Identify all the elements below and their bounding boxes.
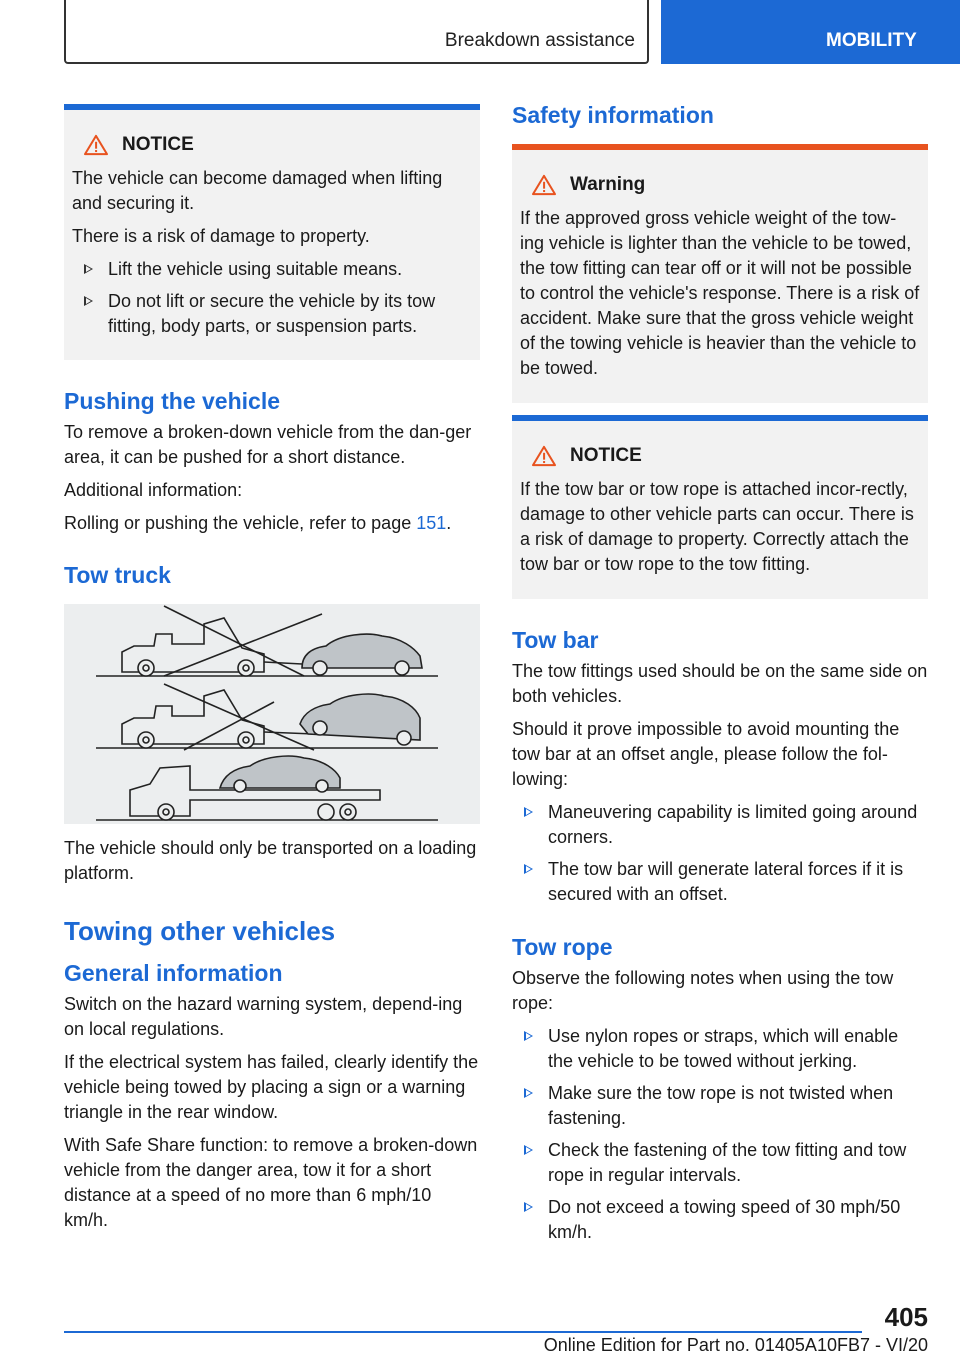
bullet-triangle-icon — [84, 296, 93, 306]
heading-tow-bar: Tow bar — [512, 627, 599, 653]
pushing-text: To remove a broken-down vehicle from the dan‐ger area, it can be pushed for a short distance. — [64, 422, 472, 467]
heading-safety-information: Safety information — [512, 102, 714, 128]
warning-triangle-icon — [530, 174, 558, 196]
warning-box — [512, 144, 928, 403]
notice-title-row — [72, 134, 472, 156]
list-item: Make sure the tow rope is not twisted when fastening. — [512, 1081, 928, 1131]
tow-truck-illustration — [64, 604, 480, 824]
notice-text: If the tow bar or tow rope is attached incor‐rectly, damage to other vehicle parts can occur. There is a risk of damage to property. Correctly attach the tow bar or tow rope to the tow fitting. — [520, 479, 914, 574]
additional-info-label: Additional information: — [64, 480, 243, 500]
bullet-triangle-icon — [524, 807, 533, 817]
heading-tow-rope: Tow rope — [512, 934, 613, 960]
notice-box — [64, 104, 480, 360]
notice-title-row — [520, 445, 920, 467]
warning-triangle-icon — [530, 445, 558, 467]
bullet-triangle-icon — [524, 1145, 533, 1155]
heading-general-information: General information — [64, 960, 283, 986]
list-item: Use nylon ropes or straps, which will enable the vehicle to be towed without jerking. — [512, 1024, 928, 1074]
notice-title: NOTICE — [122, 134, 194, 155]
heading-tow-truck: Tow truck — [64, 562, 171, 588]
tow-truck-diagram-icon — [64, 604, 480, 824]
pushing-reference: Rolling or pushing the vehicle, refer to page 151. — [64, 513, 452, 533]
bullet-triangle-icon — [524, 1031, 533, 1041]
notice-bullet-list — [72, 257, 472, 339]
list-item: Check the fastening of the tow fitting and tow rope in regular intervals. — [512, 1138, 928, 1188]
header-chapter-title: MOBILITY — [826, 30, 917, 51]
notice-text: The vehicle can become damaged when lifting and securing it. — [72, 168, 443, 213]
page-number: 405 — [884, 1302, 928, 1332]
list-item: Lift the vehicle using suitable means. — [72, 257, 472, 282]
tow-bar-bullet-list — [512, 800, 928, 907]
header-section-title: Breakdown assistance — [444, 30, 635, 51]
tow-bar-text-1: The tow fittings used should be on the same side on both vehicles. — [512, 661, 928, 706]
header-chapter-tab[interactable] — [661, 0, 960, 64]
notice-title: NOTICE — [570, 445, 642, 466]
warning-title-row — [520, 174, 920, 196]
list-item: Do not lift or secure the vehicle by its tow fitting, body parts, or suspension parts. — [72, 289, 472, 339]
list-item: Maneuvering capability is limited going around corners. — [512, 800, 928, 850]
tow-bar-text-2: Should it prove impossible to avoid mounting the tow bar at an offset angle, please follow the fol‐lowing: — [512, 719, 900, 789]
bullet-triangle-icon — [524, 1088, 533, 1098]
general-info-text-2: If the electrical system has failed, clearly identify the vehicle being towed by placing a sign or a warning triangle in the rear window. — [64, 1052, 479, 1122]
bullet-triangle-icon — [84, 264, 93, 274]
list-item: The tow bar will generate lateral forces if it is secured with an offset. — [512, 857, 928, 907]
footer-divider — [64, 1331, 862, 1333]
notice-risk-text: There is a risk of damage to property. — [72, 226, 370, 246]
tow-truck-caption: The vehicle should only be transported on a loading platform. — [64, 838, 477, 883]
warning-text: If the approved gross vehicle weight of the tow‐ing vehicle is lighter than the vehicle to be towed, the tow fitting can tear off or it will not be possible to control the vehicle's response. There is a risk of accident. Make sure that the gross vehicle weight of the towing vehicle is heavier than the vehicle to be towed. — [520, 208, 920, 378]
list-item: Do not exceed a towing speed of 30 mph/50 km/h. — [512, 1195, 928, 1245]
page-reference-link[interactable]: 151 — [416, 513, 447, 533]
warning-triangle-icon — [82, 134, 110, 156]
right-column — [512, 100, 928, 1252]
general-info-text-1: Switch on the hazard warning system, depend‐ing on local regulations. — [64, 994, 463, 1039]
left-column — [64, 104, 480, 1241]
heading-pushing-vehicle: Pushing the vehicle — [64, 388, 280, 414]
notice-box — [512, 415, 928, 599]
footer-edition: Online Edition for Part no. 01405A10FB7 - VI/20 — [543, 1335, 928, 1355]
warning-title: Warning — [570, 174, 646, 195]
bullet-triangle-icon — [524, 864, 533, 874]
general-info-text-3: With Safe Share function: to remove a broken-down vehicle from the danger area, tow it for a short distance at a speed of no more than 6 mph/10 km/h. — [64, 1135, 478, 1230]
bullet-triangle-icon — [524, 1202, 533, 1212]
tow-rope-bullet-list — [512, 1024, 928, 1245]
header-section-tab — [64, 0, 649, 64]
heading-towing-other-vehicles: Towing other vehicles — [64, 916, 336, 946]
tow-rope-text: Observe the following notes when using the tow rope: — [512, 968, 894, 1013]
